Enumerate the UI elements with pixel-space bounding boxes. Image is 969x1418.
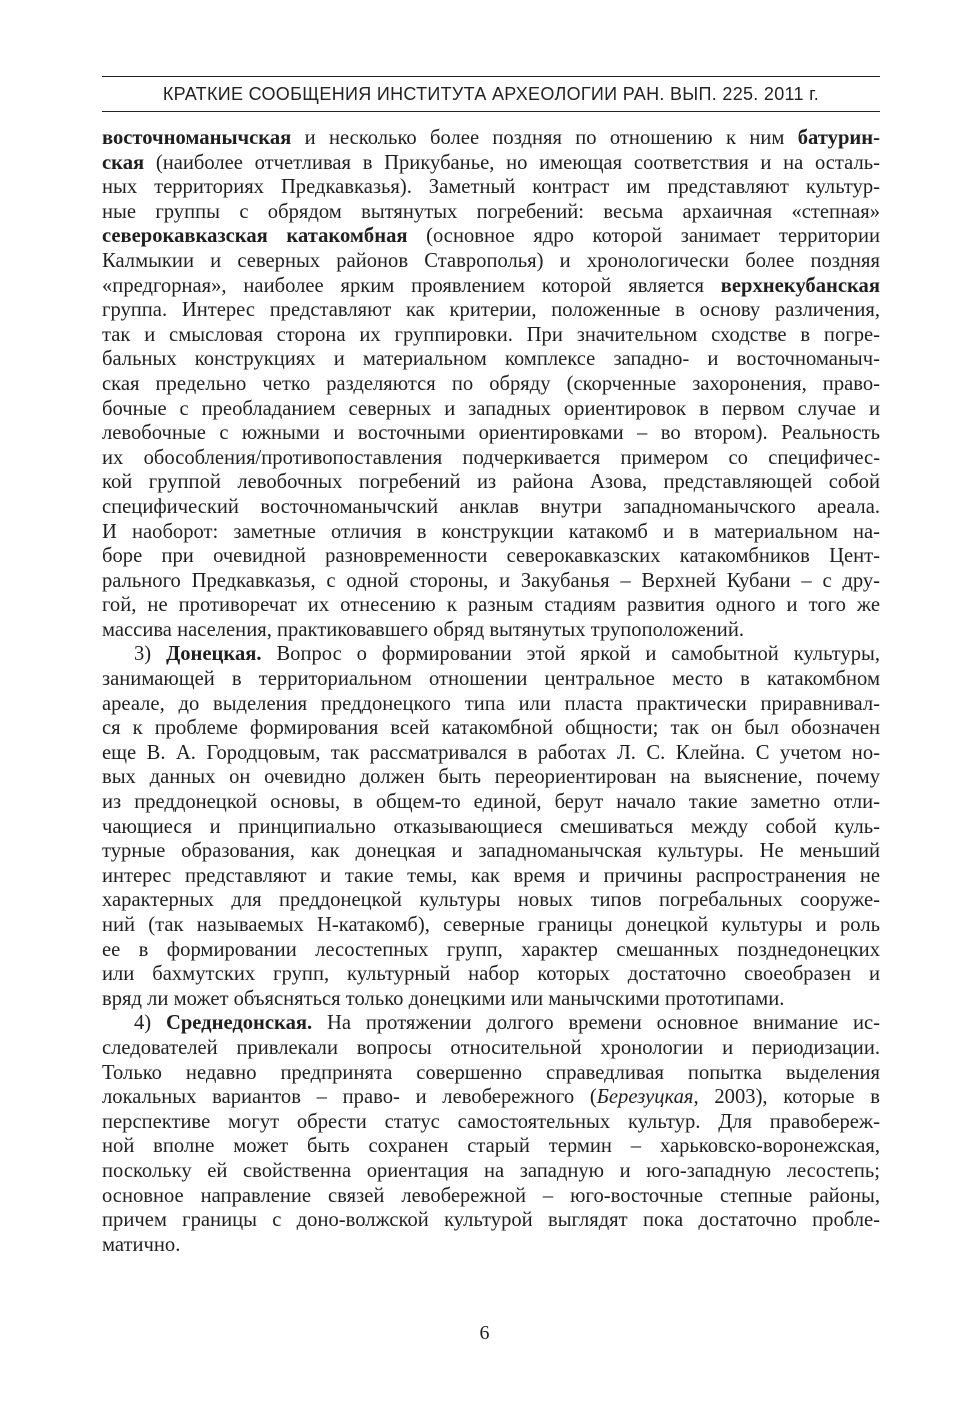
text-run: причем границы с доно-волжской культурой выглядят пока достаточно пробле- [102, 1209, 880, 1232]
text-run: чающиеся и принципиально отказывающиеся смешиваться между собой куль- [102, 815, 880, 838]
text-run: ний (так называемых Н-катакомб), северные границы донецкой культуры и роль [102, 914, 880, 936]
text-line [102, 249, 880, 274]
text-run: «предгорная», наиболее ярким проявлением которой является [102, 274, 721, 297]
text-run: перспективе могут обрести статус самостоятельных культур. Для правобереж- [102, 1110, 880, 1133]
text-run: интерес представляют и такие темы, как время и причины распространения не [102, 864, 880, 887]
text-line [102, 667, 880, 692]
text-line [102, 1110, 880, 1135]
text-run: массива населения, практиковавшего обряд вытянутых трупоположений. [102, 618, 744, 641]
text-run: локальных вариантов – право- и левобережного ( [102, 1086, 597, 1109]
text-line [102, 593, 880, 618]
text-line [102, 913, 880, 938]
text-line [102, 1134, 880, 1159]
text-run: бочные с преобладанием северных и западных ориентировок в первом случае и [102, 397, 880, 420]
bold-term: Донецкая. [166, 643, 262, 666]
text-run: основное направление связей левобережной – юго-восточные степные районы, [102, 1184, 880, 1207]
bold-term: северокавказская катакомбная [102, 225, 408, 248]
text-line [102, 151, 880, 176]
text-run: 3) [134, 643, 167, 666]
text-run: бальных конструкциях и материальном комплексе западно- и восточноманыч- [102, 348, 880, 371]
text-line [102, 1184, 880, 1209]
text-line [102, 372, 880, 397]
text-line [102, 323, 880, 348]
running-head: КРАТКИЕ СООБЩЕНИЯ ИНСТИТУТА АРХЕОЛОГИИ РАН. ВЫП. 225. 2011 г. [162, 84, 820, 104]
text-run: специфический восточноманычский анклав внутри западноманычского ареала. [102, 495, 880, 518]
bold-term: ская [102, 151, 145, 174]
page-number: 6 [479, 1322, 490, 1344]
text-line [102, 274, 880, 299]
text-run: ареале, до выделения преддонецкого типа или пласта практически приравнивал- [102, 692, 880, 715]
bold-term: верхнекубанская [720, 274, 880, 297]
text-run: левобочные с южными и восточными ориентировками – во втором). Реальность [102, 422, 880, 445]
text-line [102, 815, 880, 840]
text-line [102, 1208, 880, 1233]
header-rule-bottom [102, 111, 880, 112]
text-run: гой, не противоречат их отнесению к разным стадиям развития одного и того же [102, 594, 880, 617]
text-line [102, 397, 880, 422]
text-run: 4) [134, 1012, 166, 1035]
text-run: матично. [102, 1233, 181, 1256]
text-run: ной вполне может быть сохранен старый термин – харьковско-воронежская, [102, 1135, 880, 1158]
text-run: боре при очевидной разновременности северокавказских катакомбников Цент- [102, 545, 880, 568]
text-line [102, 544, 880, 569]
text-run: из преддонецкой основы, в общем-то единой, берут начало такие заметно отли- [102, 791, 880, 814]
text-line [102, 888, 880, 913]
text-run: группа. Интерес представляют как критерии, положенные в основу различения, [102, 299, 880, 322]
text-run: ных территориях Предкавказья). Заметный контраст им представляют культур- [102, 176, 880, 199]
text-run: Только недавно предпринята совершенно справедливая попытка выделения [102, 1061, 880, 1084]
text-line [102, 987, 880, 1012]
citation-author: Березуцкая [596, 1086, 694, 1109]
text-run: характерных для преддонецкой культуры новых типов погребальных сооруже- [102, 889, 880, 912]
text-run: следователей привлекали вопросы относительной хронологии и периодизации. [102, 1036, 880, 1059]
text-run: вых данных он очевидно должен быть переориентирован на выяснение, почему [102, 766, 880, 789]
text-run: занимающей в территориальном отношении центральное место в катакомбном [102, 668, 880, 691]
text-line [102, 175, 880, 200]
text-line [102, 765, 880, 790]
text-line [102, 716, 880, 741]
bold-term: восточноманычская [102, 127, 292, 149]
text-run: еще В. А. Городцовым, так рассматривался в работах Л. С. Клейна. С учетом но- [102, 741, 880, 764]
text-run: и несколько более поздняя по отношению к ним [291, 127, 798, 149]
text-line [102, 1233, 880, 1258]
text-line [102, 938, 880, 963]
bold-term: батурин- [797, 127, 880, 149]
text-run: или бахмутских групп, культурный набор которых достаточно своеобразен и [102, 963, 880, 986]
text-line [102, 1036, 880, 1061]
text-line [102, 864, 880, 889]
text-run: их обособления/противопоставления подчеркивается примером со специфичес- [102, 446, 880, 469]
text-line [102, 1061, 880, 1086]
text-line [102, 839, 880, 864]
text-run: Вопрос о формировании этой яркой и самобытной культуры, [261, 643, 880, 666]
text-run: ные группы с обрядом вытянутых погребений: весьма архаичная «степная» [102, 200, 880, 223]
text-line [102, 520, 880, 545]
text-line [102, 224, 880, 249]
text-run: поскольку ей свойственна ориентация на западную и юго-западную лесостепь; [102, 1159, 880, 1182]
text-line [102, 298, 880, 323]
text-run: рального Предкавказья, с одной стороны, и Закубанья – Верхней Кубани – с дру- [102, 569, 880, 592]
text-line [102, 446, 880, 471]
text-run: , 2003), которые в [693, 1086, 880, 1109]
text-line [102, 1159, 880, 1184]
text-line [102, 618, 880, 643]
text-line [102, 495, 880, 520]
text-run: И наоборот: заметные отличия в конструкции катакомб и в материальном на- [102, 520, 880, 543]
text-line [102, 200, 880, 225]
text-run: вряд ли может объясняться только донецкими или манычскими прототипами. [102, 987, 785, 1010]
text-run: ся к проблеме формирования всей катакомбной общности; так он был обозначен [102, 717, 880, 740]
text-line [102, 1011, 880, 1036]
text-line [102, 421, 880, 446]
text-line [102, 1085, 880, 1110]
text-run: На протяжении долгого времени основное внимание ис- [312, 1012, 880, 1035]
text-line [102, 962, 880, 987]
header-rule-top [102, 76, 880, 77]
text-run: (основное ядро которой занимает территории [407, 225, 880, 248]
text-run: (наиболее отчетливая в Прикубанье, но имеющая соответствия и на осталь- [144, 151, 880, 174]
text-line [102, 790, 880, 815]
text-line [102, 347, 880, 372]
text-line [102, 642, 880, 667]
text-run: ская предельно четко разделяются по обряду (скорченные захоронения, право- [102, 372, 880, 395]
text-line [102, 741, 880, 766]
text-run: ее в формировании лесостепных групп, характер смешанных позднедонецких [102, 938, 880, 961]
text-line [102, 692, 880, 717]
article-body [102, 126, 880, 1257]
text-run: Калмыкии и северных районов Ставрополья) и хронологически более поздняя [102, 249, 880, 272]
text-line [102, 126, 880, 151]
text-run: так и смысловая сторона их группировки. При значительном сходстве в погре- [102, 323, 880, 346]
bold-term: Среднедонская. [165, 1012, 313, 1035]
text-line [102, 569, 880, 594]
text-run: турные образования, как донецкая и западноманычская культуры. Не меньший [102, 840, 880, 863]
text-run: кой группой левобочных погребений из района Азова, представляющей собой [102, 471, 880, 494]
text-line [102, 470, 880, 495]
